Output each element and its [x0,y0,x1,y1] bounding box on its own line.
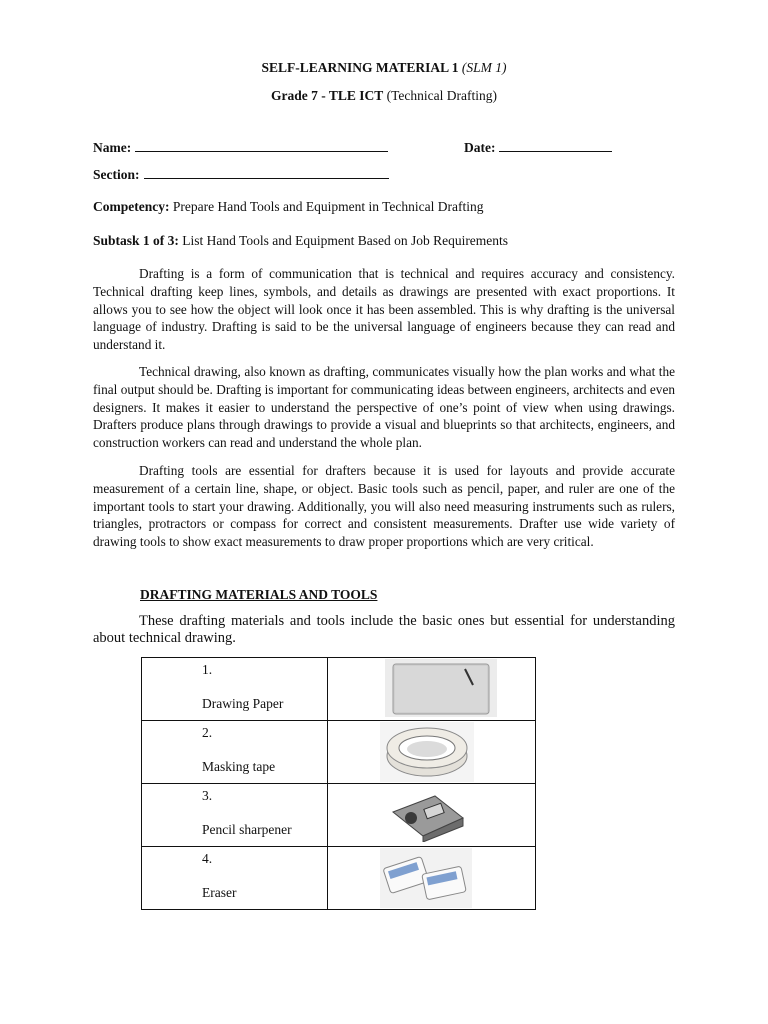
tool-name: Pencil sharpener [202,822,292,837]
date-label: Date: [464,140,496,155]
section-label: Section: [93,167,140,182]
title-abbrev: (SLM 1) [461,60,507,75]
subject-label: (Technical Drafting) [386,88,497,103]
date-underline[interactable] [499,139,612,152]
tool-number: 3. [202,788,213,803]
document-title [0,60,768,76]
document-subtitle [0,88,768,104]
name-label: Name: [93,140,132,155]
tool-label-cell [142,784,328,847]
competency-text: Prepare Hand Tools and Equipment in Technical Drafting [172,199,484,214]
subtask-text: List Hand Tools and Equipment Based on Job Requirements [182,233,509,248]
table-row [142,658,536,721]
subtask-label: Subtask 1 of 3: [93,233,179,248]
date-field[interactable] [464,139,612,156]
table-row [142,847,536,910]
tool-image-cell [328,847,536,910]
drawing-paper-icon [385,659,497,717]
tool-name: Drawing Paper [202,696,284,711]
table-row [142,784,536,847]
tool-label-cell [142,658,328,721]
tools-table [141,657,536,910]
tool-number: 1. [202,662,213,677]
section-field[interactable] [93,166,389,183]
name-underline[interactable] [135,139,388,152]
tool-label-cell [142,721,328,784]
table-row [142,721,536,784]
title-main: SELF-LEARNING MATERIAL 1 [261,60,459,75]
tool-number: 4. [202,851,213,866]
tool-image-cell [328,658,536,721]
masking-tape-icon [380,722,474,782]
grade-label: Grade 7 - TLE ICT [270,88,384,103]
paragraph-3: Drafting tools are essential for drafters because it is used for layouts and provide accurate measurement of a certain line, shape, or object. Basic tools such as pencil, paper, and ruler are one of the important tools to start your drawing. Additionally, you will also need measuring instruments such as rulers, triangles, protractors or compass for correct and consistent measurements. Drafter use wide variety of drawing tools to show exact measurements to draw proper proportions which are very critical. [93,463,675,550]
tool-name: Masking tape [202,759,276,774]
tool-image-cell [328,784,536,847]
intro-paragraph: These drafting materials and tools include the basic ones but essential for understanding about technical drawing. [93,613,675,646]
competency-line [93,199,484,215]
pencil-sharpener-icon [383,788,473,842]
name-field[interactable] [93,139,388,156]
tool-number: 2. [202,725,213,740]
eraser-icon [380,848,472,908]
paragraph-1: Drafting is a form of communication that is technical and requires accuracy and consistency. Technical drafting keep lines, symbols, and details as drawings are presented with exact proportions. It allows you to see how the object will look once it has been assembled. This is why drafting is the universal language of industry. Drafting is said to be the universal language of engineers because they can read and understand it. [93,266,675,353]
paragraph-2: Technical drawing, also known as drafting, communicates visually how the plan works and what the final output should be. Drafting is important for communicating ideas between engineers, architects and even designers. It makes it easier to understand the perspective of one’s point of view when using drawings. Drafters produce plans through drawings to provide a visual and blueprints so that architects, engineers, and construction workers can read and understand the whole plan. [93,364,675,451]
tool-label-cell [142,847,328,910]
subtask-line [93,233,508,249]
section-heading: DRAFTING MATERIALS AND TOOLS [140,587,378,602]
tool-image-cell [328,721,536,784]
section-underline[interactable] [144,166,389,179]
tool-name: Eraser [202,885,237,900]
competency-label: Competency: [93,199,170,214]
